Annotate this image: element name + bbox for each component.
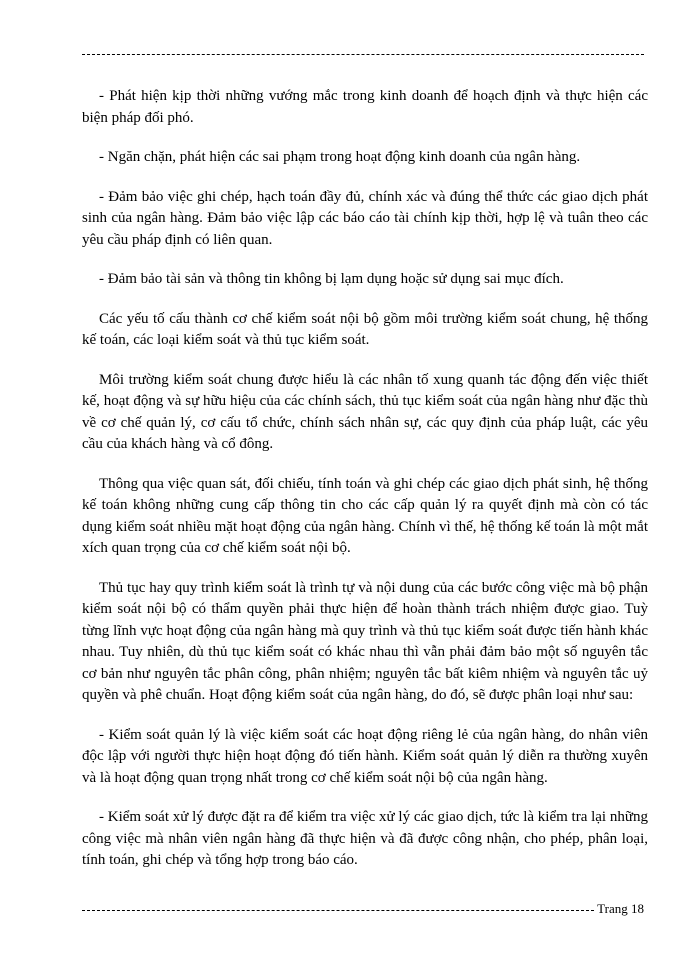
paragraph-bullet-asset-protection: - Đảm bảo tài sản và thông tin không bị lạm dụng hoặc sử dụng sai mục đích.	[99, 271, 564, 287]
paragraph-control-procedures: Thủ tục hay quy trình kiểm soát là trình tự và nội dung của các bước công việc mà bộ phận kiểm soát nội bộ có thẩm quyền phải thực hiện để hoàn thành trách nhiệm được giao. Tuỳ từng lĩnh vực hoạt động của ngân hàng mà quy trình và thủ tục kiểm soát được tiến hành khác nhau. Tuy nhiên, dù thủ tục kiểm soát có khác nhau thì vẫn phải đảm bảo một số nguyên tắc cơ bản như nguyên tắc phân công, phân nhiệm; nguyên tắc bất kiêm nhiệm và nguyên tắc uỷ quyền và phê chuẩn. Hoạt động kiểm soát của ngân hàng, do đó, sẽ được phân loại như sau:	[82, 579, 648, 703]
page-number: Trang 18	[597, 901, 644, 916]
paragraph-control-environment: Môi trường kiểm soát chung được hiểu là các nhân tố xung quanh tác động đến việc thiết kế, hoạt động và sự hữu hiệu của các chính sách, thủ tục kiểm soát của ngân hàng như đặc thù về cơ chế quản lý, cơ cấu tổ chức, chính sách nhân sự, các quy định của pháp luật, các yêu cầu của khách hàng và cổ đông.	[82, 371, 648, 452]
paragraph-bullet-processing-control: - Kiểm soát xử lý được đặt ra để kiểm tra việc xử lý các giao dịch, tức là kiểm tra lại những công việc mà nhân viên ngân hàng đã thực hiện và đã được công nhận, cho phép, phân loại, tính toán, ghi chép và tổng hợp trong báo cáo.	[82, 809, 648, 868]
footer-divider	[82, 910, 594, 911]
header-divider	[82, 54, 644, 55]
paragraph-bullet-accounting-records: - Đảm bảo việc ghi chép, hạch toán đầy đủ, chính xác và đúng thể thức các giao dịch phát sinh của ngân hàng. Đảm bảo việc lập các báo cáo tài chính kịp thời, hợp lệ và tuân theo các yêu cầu pháp định có liên quan.	[82, 188, 648, 248]
paragraph-accounting-system: Thông qua việc quan sát, đối chiếu, tính toán và ghi chép các giao dịch phát sinh, hệ thống kế toán không những cung cấp thông tin cho các cấp quản lý ra quyết định mà còn có tác dụng kiểm soát nhiều mặt hoạt động của ngân hàng. Chính vì thế, hệ thống kế toán là một mắt xích quan trọng của cơ chế kiểm soát nội bộ.	[82, 475, 648, 556]
paragraph-components: Các yếu tố cấu thành cơ chế kiểm soát nội bộ gồm môi trường kiểm soát chung, hệ thống kế toán, các loại kiểm soát và thủ tục kiểm soát.	[82, 310, 648, 348]
page-footer	[82, 900, 644, 918]
document-body	[82, 86, 648, 890]
paragraph-bullet-management-control: - Kiểm soát quản lý là việc kiểm soát các hoạt động riêng lẻ của ngân hàng, do nhân viên độc lập với người thực hiện hoạt động đó tiến hành. Kiểm soát quản lý diễn ra thường xuyên và là hoạt động quan trọng nhất trong cơ chế kiểm soát nội bộ của ngân hàng.	[82, 726, 648, 786]
paragraph-bullet-prevent-violations: - Ngăn chặn, phát hiện các sai phạm trong hoạt động kinh doanh của ngân hàng.	[99, 149, 581, 165]
paragraph-bullet-detect-issues: - Phát hiện kịp thời những vướng mắc trong kinh doanh để hoạch định và thực hiện các biện pháp đối phó.	[82, 88, 648, 126]
